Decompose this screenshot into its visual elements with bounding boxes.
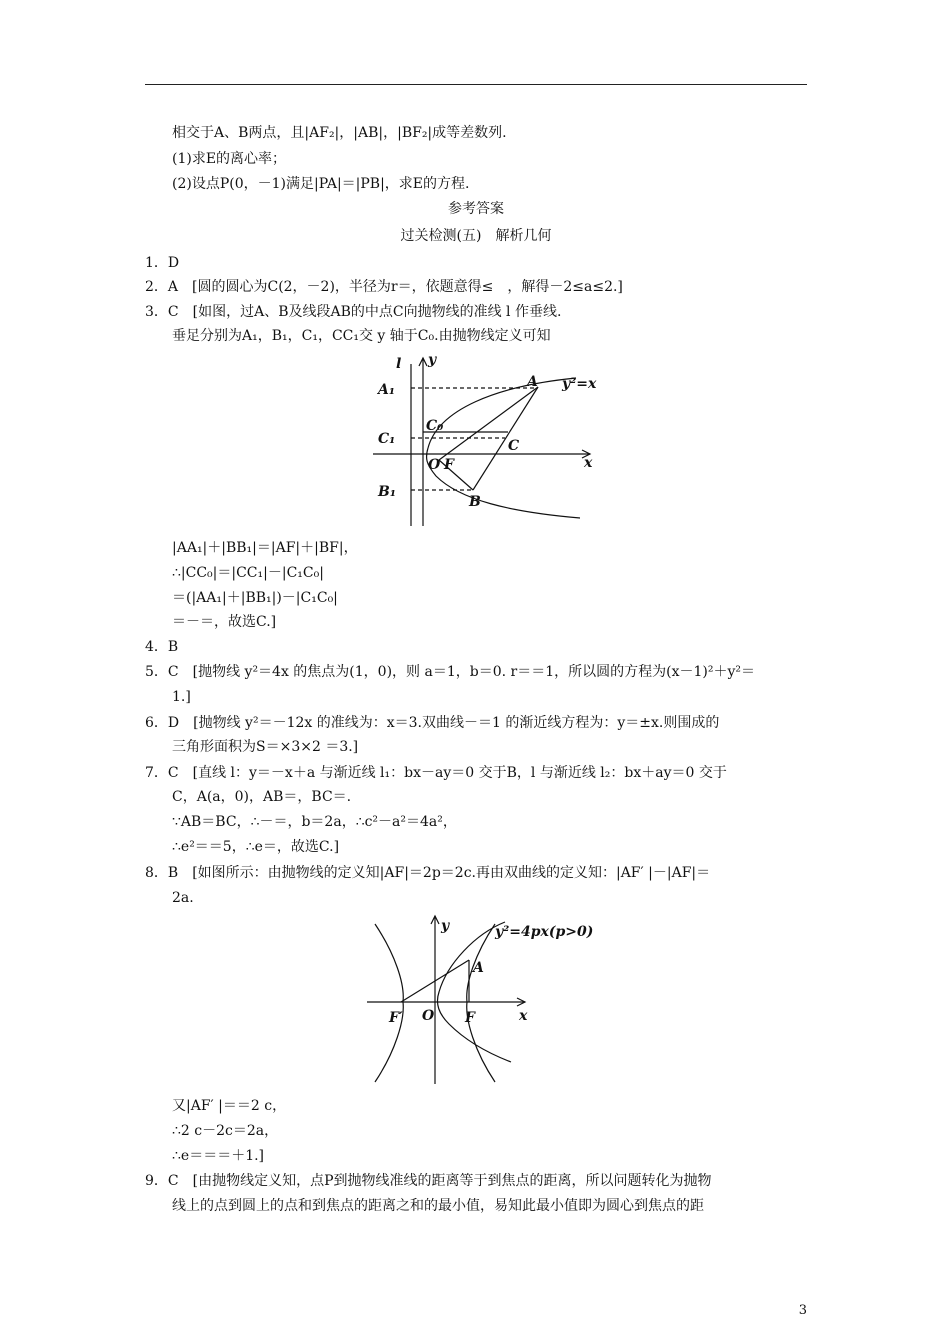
figure-label: B₁ <box>378 484 396 500</box>
answer-line: C，A(a，0)，AB＝，BC＝. <box>172 789 352 805</box>
answers-heading: 参考答案 <box>448 201 504 217</box>
answer-line: 线上的点到圆上的点和到焦点的距离之和的最小值，易知此最小值即为圆心到焦点的距 <box>172 1198 704 1214</box>
answer-line: ＝(|AA₁|＋|BB₁|)－|C₁C₀| <box>172 590 338 606</box>
answer-line: 1.] <box>172 689 191 705</box>
answer-line: 又|AF′ |＝＝2 c， <box>172 1098 287 1114</box>
answer-line: 三角形面积为S＝×3×2 ＝3.] <box>172 739 359 755</box>
figure-label: A₁ <box>378 382 395 398</box>
figure-label: B <box>469 494 481 510</box>
problem-line: (1)求E的离心率； <box>172 151 287 167</box>
figure-label: y <box>428 352 437 368</box>
figure-label: O <box>422 1008 435 1024</box>
answer-line: |AA₁|＋|BB₁|＝|AF|＋|BF|， <box>172 540 358 556</box>
figure-label: x <box>584 455 593 471</box>
figure-label: A <box>527 374 538 390</box>
answer-line: 3．C [如图，过A、B及线段AB的中点C向抛物线的准线 l 作垂线. <box>145 304 562 320</box>
answer-line: ∴e²＝＝5，∴e＝，故选C.] <box>172 839 340 855</box>
section-title: 过关检测(五) 解析几何 <box>400 228 552 244</box>
figure-label: y²=4px(p>0) <box>495 924 594 940</box>
answer-line: 垂足分别为A₁，B₁，C₁，CC₁交 y 轴于C₀.由抛物线定义可知 <box>172 328 551 344</box>
parabola-figure-1 <box>370 350 605 528</box>
answer-line: 9．C [由抛物线定义知，点P到抛物线准线的距离等于到焦点的距离，所以问题转化为抛物 <box>145 1173 712 1189</box>
answer-line: ∵AB＝BC，∴－＝，b＝2a，∴c²－a²＝4a²， <box>172 814 457 830</box>
figure-label: C <box>508 438 520 454</box>
figure-label: F <box>444 457 454 473</box>
figure-label: C₁ <box>378 431 396 447</box>
figure-label: y <box>441 918 450 934</box>
answer-line: 1．D <box>145 255 180 271</box>
answer-line: 2a. <box>172 890 194 906</box>
problem-line: 相交于A、B两点，且|AF₂|，|AB|，|BF₂|成等差数列. <box>172 125 507 141</box>
answer-line: 8．B [如图所示：由抛物线的定义知|AF|＝2p＝2c.再由双曲线的定义知：|AF′ |－|AF|＝ <box>145 865 711 881</box>
page-number: 3 <box>798 1303 807 1318</box>
answer-line: ∴e＝＝＝＋1.] <box>172 1148 265 1164</box>
figure-label: F <box>465 1010 475 1026</box>
answer-line: 7．C [直线 l：y＝－x＋a 与渐近线 l₁：bx－ay＝0 交于B，l 与渐近线 l₂：bx＋ay＝0 交于 <box>145 765 727 781</box>
answer-line: 2．A [圆的圆心为C(2，－2)，半径为r＝，依题意得≤ ，解得－2≤a≤2.] <box>145 279 623 295</box>
problem-line: (2)设点P(0，－1)满足|PA|＝|PB|，求E的方程. <box>172 176 470 192</box>
figure-label: y²=x <box>562 376 597 392</box>
figure-label: F′ <box>389 1010 403 1026</box>
answer-line: ∴|CC₀|＝|CC₁|－|C₁C₀| <box>172 565 324 581</box>
answer-line: 5．C [抛物线 y²＝4x 的焦点为(1，0)，则 a＝1，b＝0. r＝＝1，所以圆的方程为(x－1)²＋y²＝ <box>145 664 755 680</box>
figure-label: l <box>396 356 402 372</box>
figure-label: O <box>428 457 441 473</box>
answer-line: ∴2 c－2c＝2a， <box>172 1123 279 1139</box>
answer-line: 4．B <box>145 639 179 655</box>
hyperbola-parabola-figure <box>365 912 597 1086</box>
answer-line: ＝－＝，故选C.] <box>172 614 277 630</box>
figure-label: A <box>473 960 484 976</box>
figure-label: C₀ <box>426 418 444 434</box>
answer-line: 6．D [抛物线 y²＝－12x 的准线为：x＝3.双曲线－＝1 的渐近线方程为：y＝±x.则围成的 <box>145 715 720 731</box>
figure-label: x <box>519 1008 528 1024</box>
header-rule <box>145 84 807 85</box>
